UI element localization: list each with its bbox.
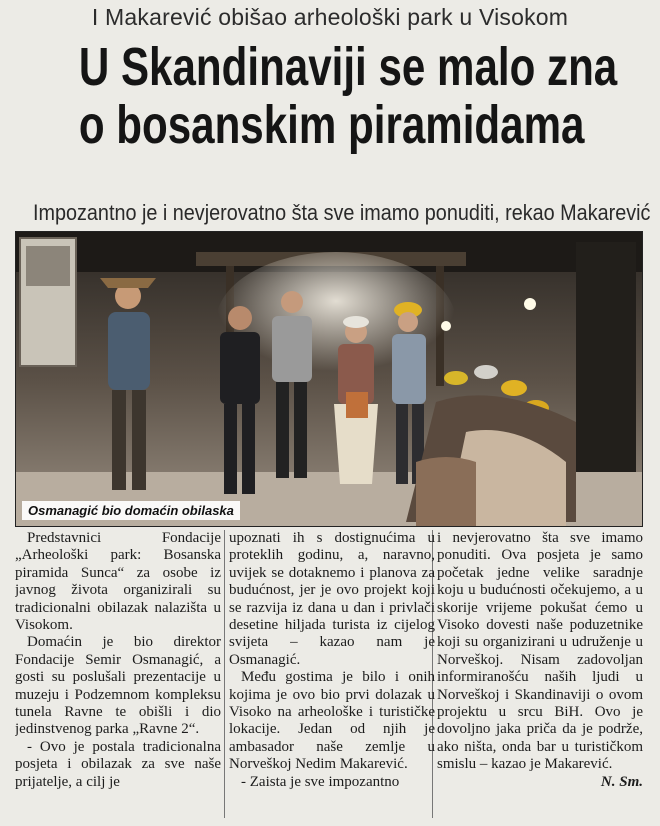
- author-signature: N. Sm.: [600, 773, 643, 790]
- headline: [78, 37, 618, 155]
- article-column-2: [229, 530, 435, 822]
- paragraph: - Ovo je postala tradicionalna posjeta i obilazak za sve naše prijatelje, a cilj je: [15, 738, 221, 790]
- tunnel-scene-illustration: [16, 232, 643, 527]
- photo-caption: Osmanagić bio domaćin obilaska: [22, 501, 240, 520]
- column-divider: [224, 530, 225, 818]
- article-column-1: [15, 530, 221, 822]
- article-column-3: [437, 530, 643, 822]
- paragraph: Domaćin je bio direktor Fondacije Semir Osmanagić, a gosti su poslušali prezentacije u muzeju i Podzemnom kompleksu tunela Ravne te obišli i dio jedinstvenog parka „Ravne 2“.: [15, 634, 221, 738]
- kicker: I Makarević obišao arheološki park u Visokom: [91, 4, 569, 30]
- article-photo: [15, 231, 643, 527]
- paragraph: upoznati ih s dostignućima u proteklih godinu, a, naravno, uvijek se dotaknemo i planova za budućnost, jer je ovo projekt koji se razvija iz dana u dan i privlači desetine hiljada turista iz cijelog svijeta – kazao nam je Osmanagić.: [229, 530, 435, 668]
- paragraph: i nevjerovatno šta sve imamo ponuditi. Ova posjeta je samo početak jedne velike saradnje koju u budućnosti očekujemo, a u skorije vrijeme pokušat ćemo u Visoko dovesti naše poduzetnike koji su organizirani u udruženje u Norveškoj. Nisam zadovoljan informiranošću naših ljudi u Norveškoj i Skandinaviji o ovom projektu u srcu BiH. Ovo je dovoljno jaka priča da je podrže, ako ništa, onda bar u turističkom smislu – kazao je Makarević.: [437, 530, 643, 773]
- paragraph: Među gostima je bilo i onih kojima je ovo bio prvi dolazak u Visoko na arheološke i turističke lokacije. Jedan od njih je ambasador naše zemlje u Norveškoj Nedim Makarević.: [229, 669, 435, 773]
- paragraph: - Zaista je sve impozantno: [241, 773, 400, 790]
- headline-line-2: o bosanskim piramidama: [78, 95, 585, 155]
- paragraph: Predstavnici Fondacije „Arheološki park: Bosanska piramida Sunca“ za osobe iz javnog života organizirali su tradicionalni obilazak nalazišta u Visokom.: [15, 530, 221, 634]
- deck-subtitle: Impozantno je i nevjerovatno šta sve imamo ponuditi, rekao Makarević: [33, 200, 651, 225]
- headline-line-1: U Skandinaviji se malo zna: [78, 37, 618, 97]
